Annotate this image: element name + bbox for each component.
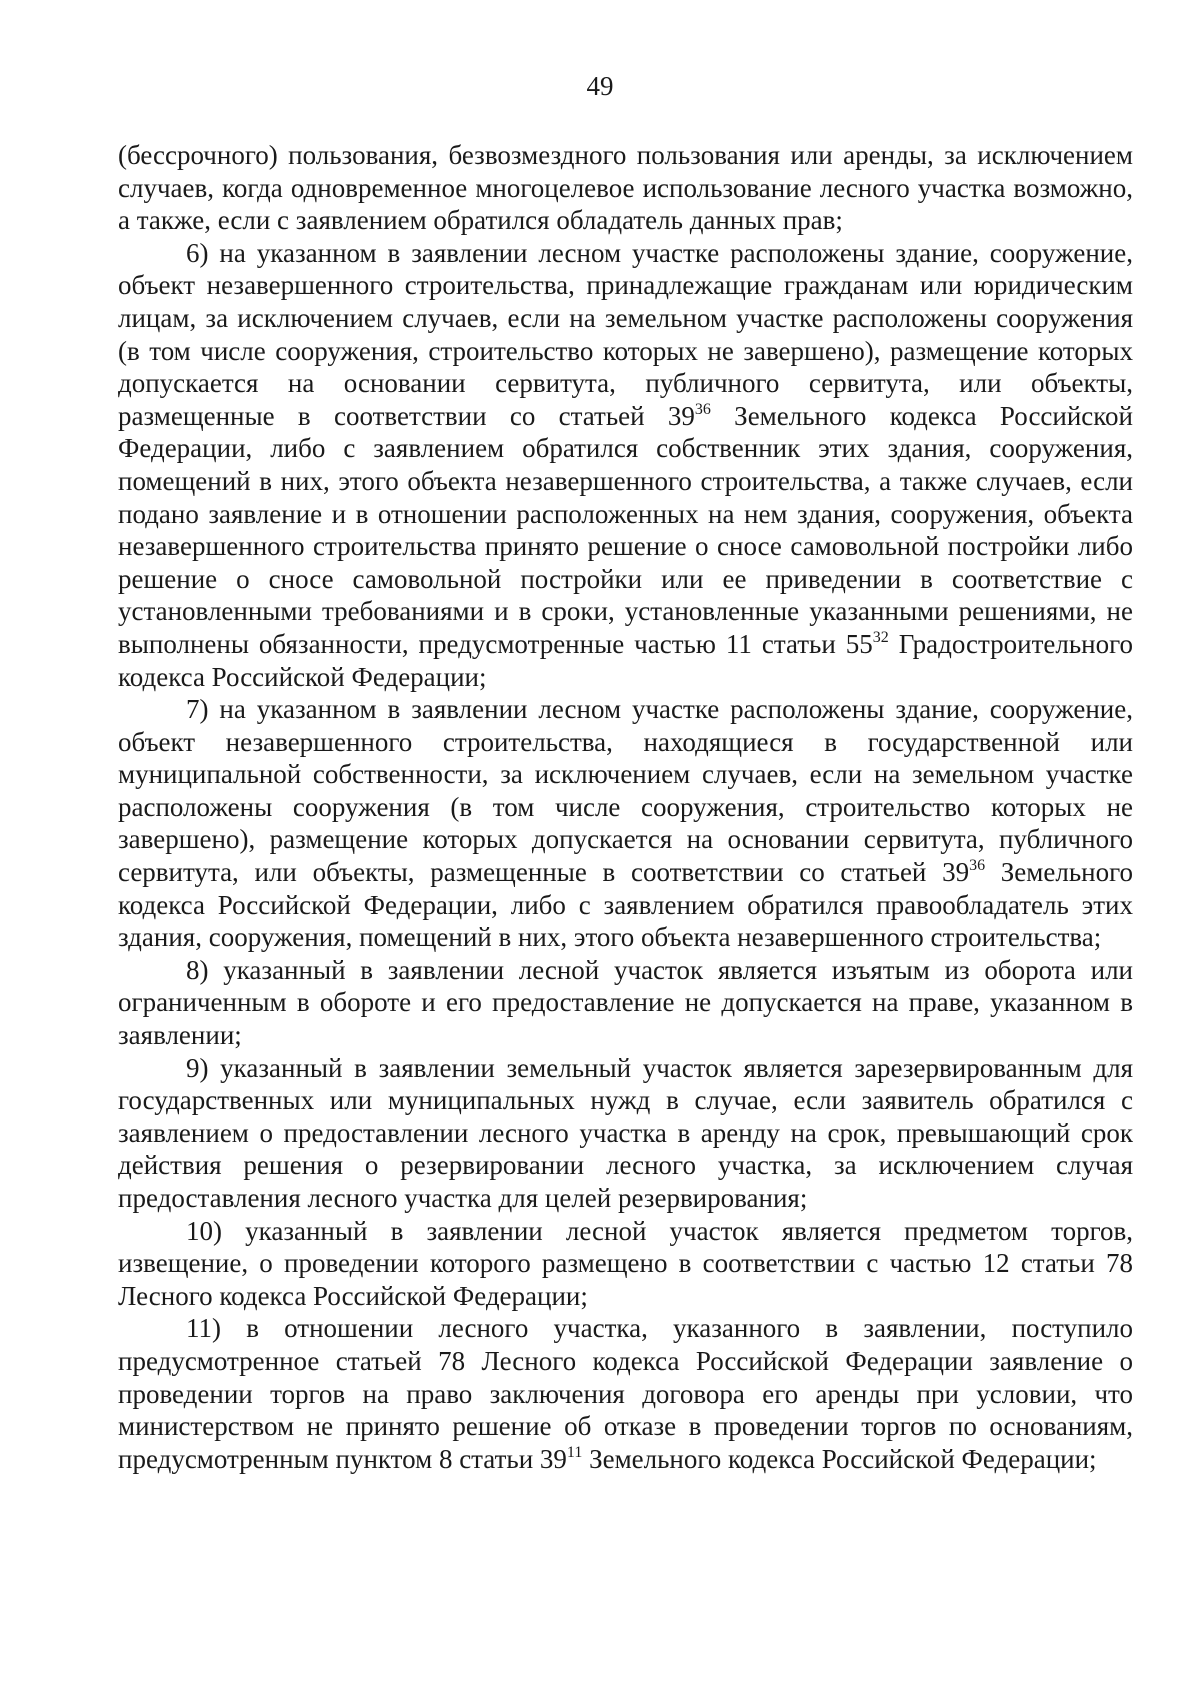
paragraph-text: 9) указанный в заявлении земельный участок является зарезервированным для государственных или муниципальных нужд в случае, если заявитель обратился с заявлением о предоставлении лесного участка в аренду на срок, превышающий срок действия решения о резервировании лесного участка, за исключением случая предоставления лесного участка для целей резервирования; <box>118 1052 1133 1213</box>
superscript-article-number: 36 <box>969 857 986 875</box>
document-body <box>118 139 1133 1475</box>
paragraph-text: Земельного кодекса Российской Федерации, либо с заявлением обратился собственник этих здания, сооружения, помещений в них, этого объекта незавершенного строительства, а также случаев, если подано заявление и в отношении расположенных на нем здания, сооружения, объекта незавершенного строительства принято решение о сносе самовольной постройки либо решение о сносе самовольной постройки или ее приведении в соответствие с установленными требованиями и в сроки, установленные указанными решениями, не выполнены обязанности, предусмотренные частью 11 статьи 55 <box>118 400 1133 659</box>
superscript-article-number: 11 <box>566 1443 583 1461</box>
paragraph-continuation <box>118 139 1133 237</box>
paragraph-item-9 <box>118 1052 1133 1215</box>
paragraph-text: 8) указанный в заявлении лесной участок является изъятым из оборота или ограниченным в обороте и его предоставление не допускается на праве, указанном в заявлении; <box>118 954 1133 1051</box>
paragraph-text: Градостроительного кодекса Российской Федерации; <box>118 628 1133 692</box>
paragraph-text: 6) на указанном в заявлении лесном участке расположены здание, сооружение, объект незавершенного строительства, принадлежащие гражданам или юридическим лицам, за исключением случаев, если на земельном участке расположены сооружения (в том числе сооружения, строительство которых не завершено), размещение которых допускается на основании сервитута, публичного сервитута, или объекты, размещенные в соответствии со статьей 39 <box>118 237 1133 431</box>
paragraph-text: (бессрочного) пользования, безвозмездного пользования или аренды, за исключением случаев, когда одновременное многоцелевое использование лесного участка возможно, а также, если с заявлением обратился обладатель данных прав; <box>118 140 1133 236</box>
paragraph-text: 7) на указанном в заявлении лесном участке расположены здание, сооружение, объект незавершенного строительства, находящиеся в государственной или муниципальной собственности, за исключением случаев, если на земельном участке расположены сооружения (в том числе сооружения, строительство которых не завершено), размещение которых допускается на основании сервитута, публичного сервитута, или объекты, размещенные в соответствии со статьей 39 <box>118 694 1133 888</box>
paragraph-text: 11) в отношении лесного участка, указанного в заявлении, поступило предусмотренное статьей 78 Лесного кодекса Российской Федерации заявление о проведении торгов на право заключения договора его аренды при условии, что министерством не принято решение об отказе в проведении торгов по основаниям, предусмотренным пунктом 8 статьи 39 <box>118 1313 1133 1474</box>
paragraph-text: Земельного кодекса Российской Федерации; <box>582 1443 1097 1474</box>
paragraph-item-8 <box>118 954 1133 1052</box>
paragraph-item-10 <box>118 1215 1133 1313</box>
paragraph-text: Земельного кодекса Российской Федерации, либо с заявлением обратился правообладатель этих здания, сооружения, помещений в них, этого объекта незавершенного строительства; <box>118 857 1133 953</box>
page-number: 49 <box>586 71 614 101</box>
superscript-article-number: 32 <box>872 628 889 646</box>
superscript-article-number: 36 <box>694 400 711 418</box>
paragraph-item-7 <box>118 693 1133 954</box>
paragraph-item-6 <box>118 237 1133 693</box>
paragraph-text: 10) указанный в заявлении лесной участок является предметом торгов, извещение, о проведении которого размещено в соответствии с частью 12 статьи 78 Лесного кодекса Российской Федерации; <box>118 1215 1133 1311</box>
paragraph-item-11 <box>118 1312 1133 1475</box>
